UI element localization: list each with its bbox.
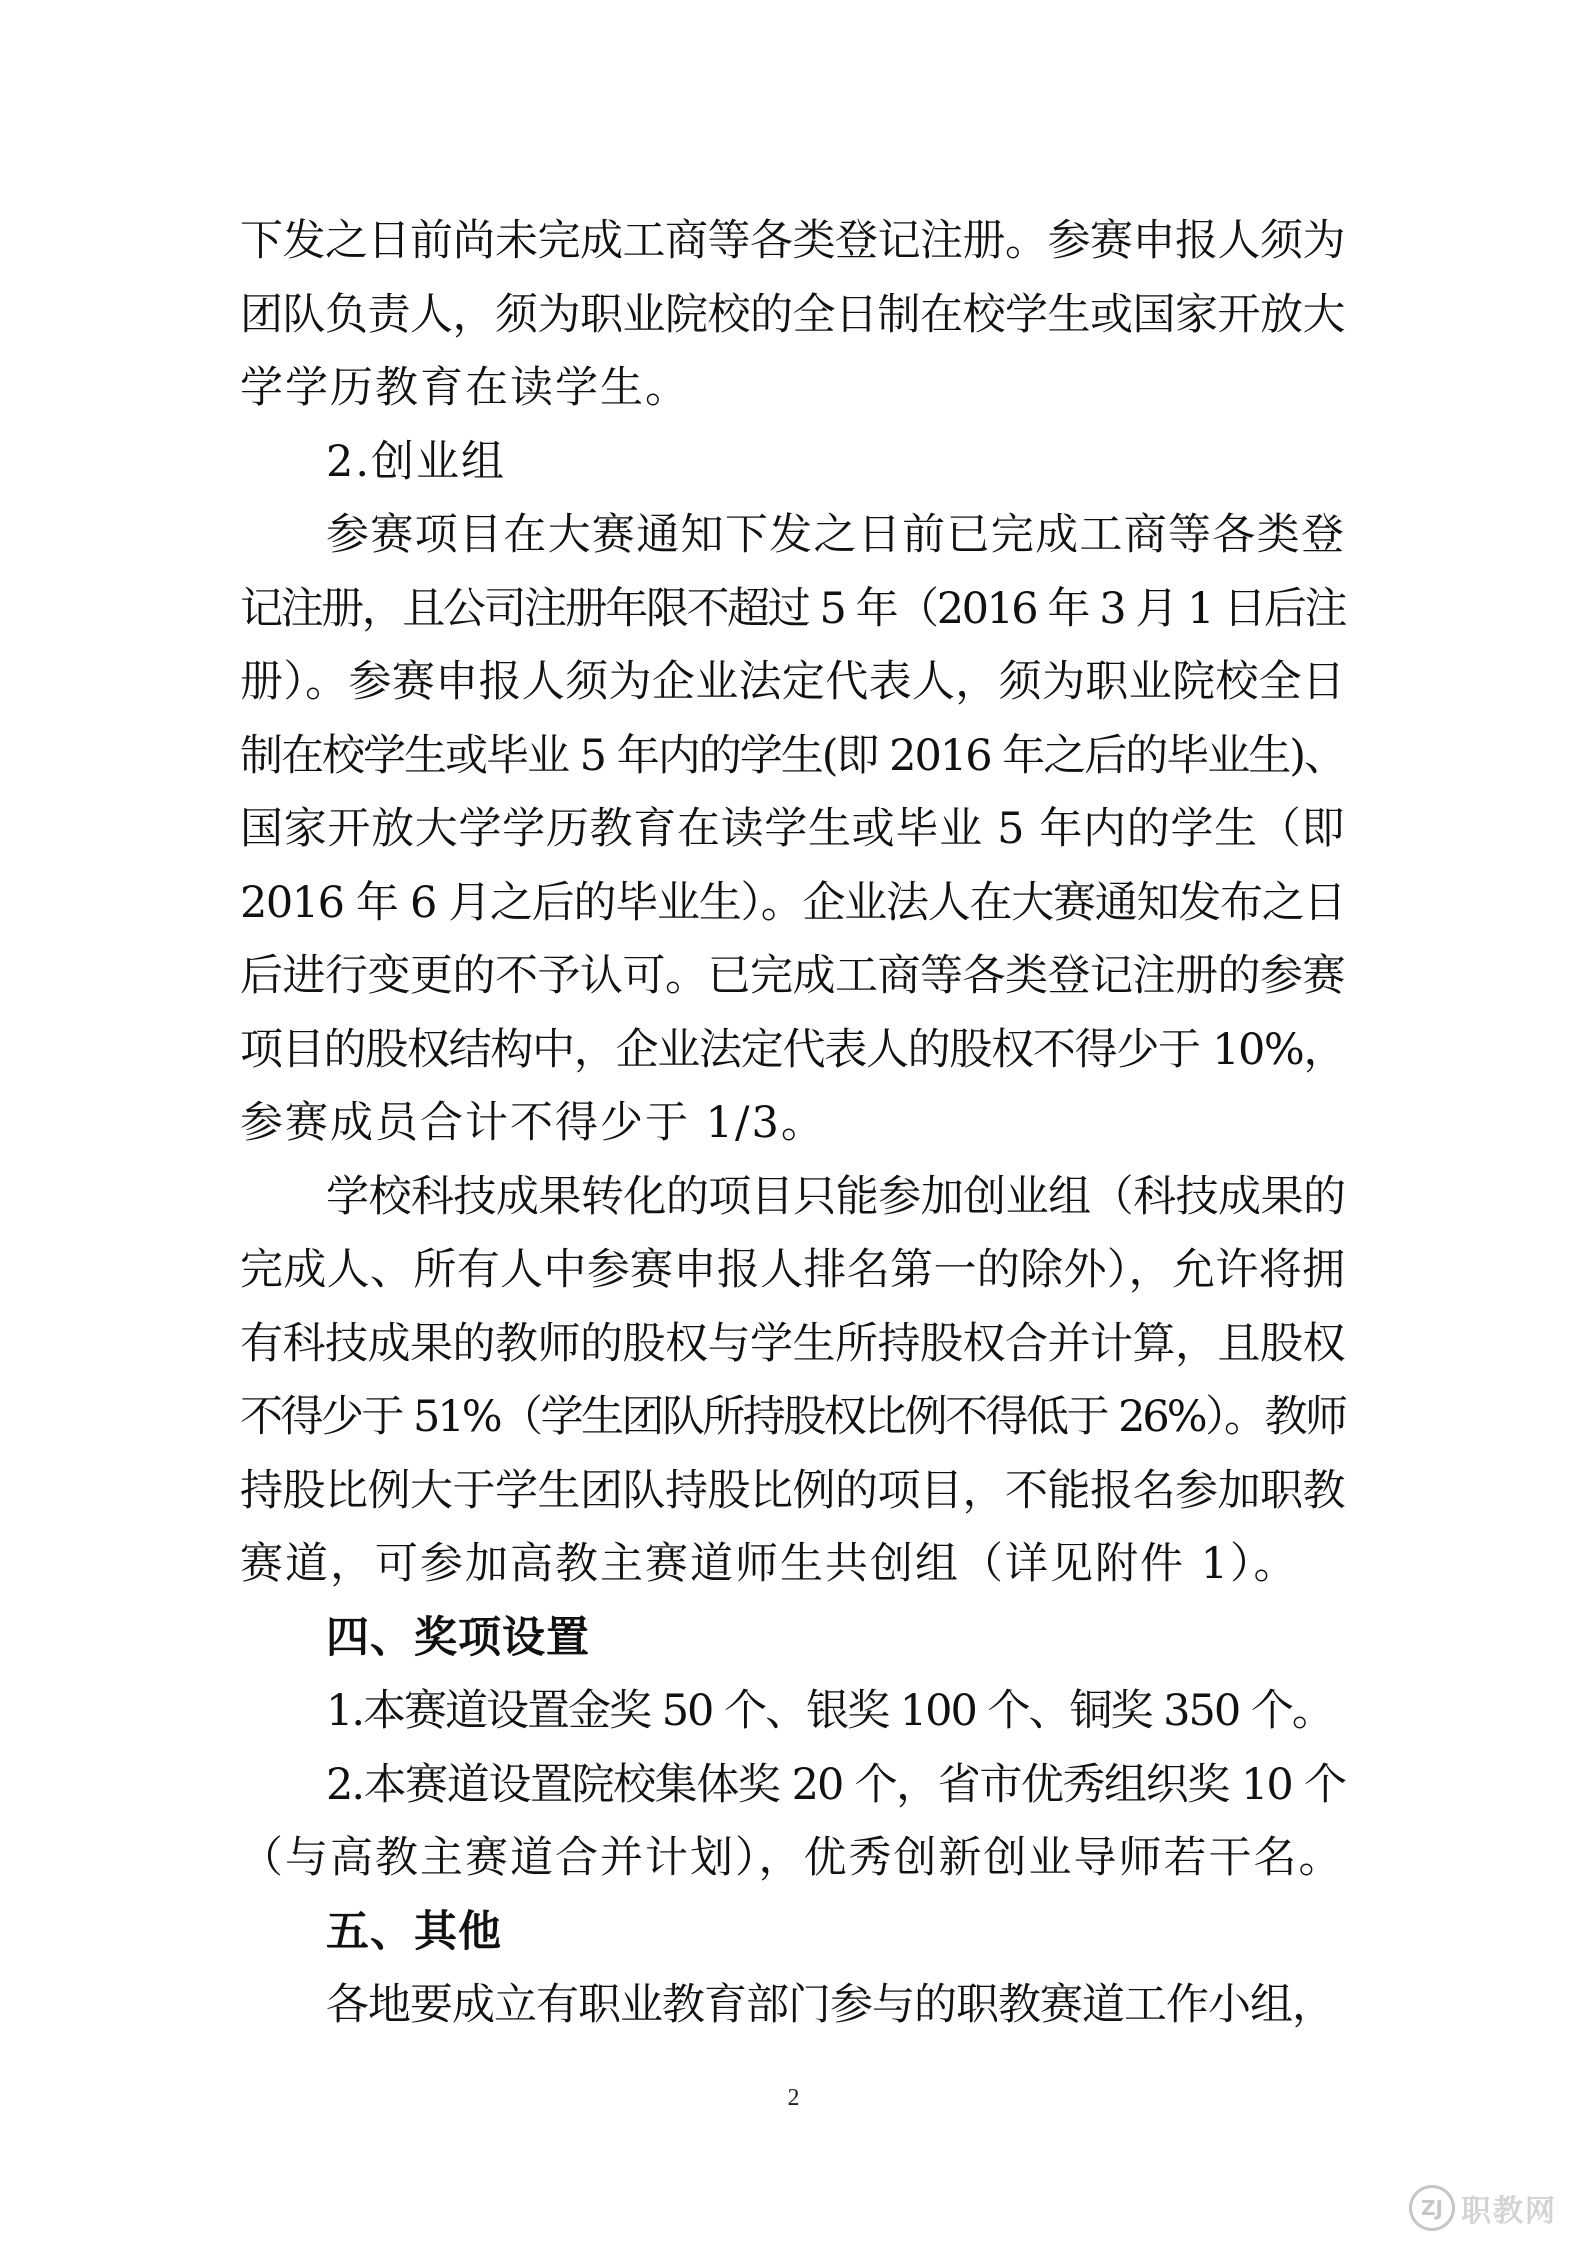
body-line: 学学历教育在读学生。 [240,363,690,413]
body-line: 学校科技成果转化的项目只能参加创业组（科技成果的 [326,1171,1345,1222]
body-line: 不得少于 51%（学生团队所持股权比例不得低于 26%）。教师 [240,1392,1345,1442]
body-line: 制在校学生或毕业 5 年内的学生(即 2016 年之后的毕业生)、 [240,730,1346,781]
body-line: （与高教主赛道合并计划），优秀创新创业导师若干名。 [240,1833,1344,1883]
subsection-heading: 2.创业组 [326,436,507,487]
watermark [1409,2185,1557,2231]
body-line: 团队负责人，须为职业院校的全日制在校学生或国家开放大 [240,289,1345,340]
section-heading-awards: 四、奖项设置 [326,1612,590,1663]
body-line: 记注册，且公司注册年限不超过 5 年（2016 年 3 月 1 日后注 [240,583,1345,634]
document-body [240,205,1345,2043]
watermark-logo-icon: ZJ [1409,2185,1455,2231]
watermark-text: 职教网 [1461,2194,1557,2229]
body-line: 后进行变更的不予认可。已完成工商等各类登记注册的参赛 [240,951,1345,1001]
body-line: 国家开放大学学历教育在读学生或毕业 5 年内的学生（即 [240,804,1345,854]
body-line: 册）。参赛申报人须为企业法定代表人，须为职业院校全日 [240,657,1345,707]
body-line: 2016 年 6 月之后的毕业生）。企业法人在大赛通知发布之日 [240,877,1345,928]
body-line: 参赛成员合计不得少于 1/3。 [240,1098,826,1148]
body-line: 赛道，可参加高教主赛道师生共创组（详见附件 1）。 [240,1539,1299,1589]
page-number: 2 [787,2085,800,2111]
section-heading-other: 五、其他 [326,1906,502,1957]
body-line: 有科技成果的教师的股权与学生所持股权合并计算，且股权 [240,1318,1345,1369]
body-line: 下发之日前尚未完成工商等各类登记注册。参赛申报人须为 [240,216,1345,266]
body-line: 完成人、所有人中参赛申报人排名第一的除外），允许将拥 [240,1245,1345,1295]
body-line: 持股比例大于学生团队持股比例的项目，不能报名参加职教 [240,1465,1345,1516]
body-line: 1.本赛道设置金奖 50 个、银奖 100 个、铜奖 350 个。 [326,1686,1333,1736]
body-line: 参赛项目在大赛通知下发之日前已完成工商等各类登 [326,510,1345,560]
body-line: 项目的股权结构中，企业法定代表人的股权不得少于 10%， [240,1024,1345,1075]
body-line: 2.本赛道设置院校集体奖 20 个，省市优秀组织奖 10 个 [326,1759,1345,1810]
body-line: 各地要成立有职业教育部门参与的职教赛道工作小组， [326,1980,1334,2030]
